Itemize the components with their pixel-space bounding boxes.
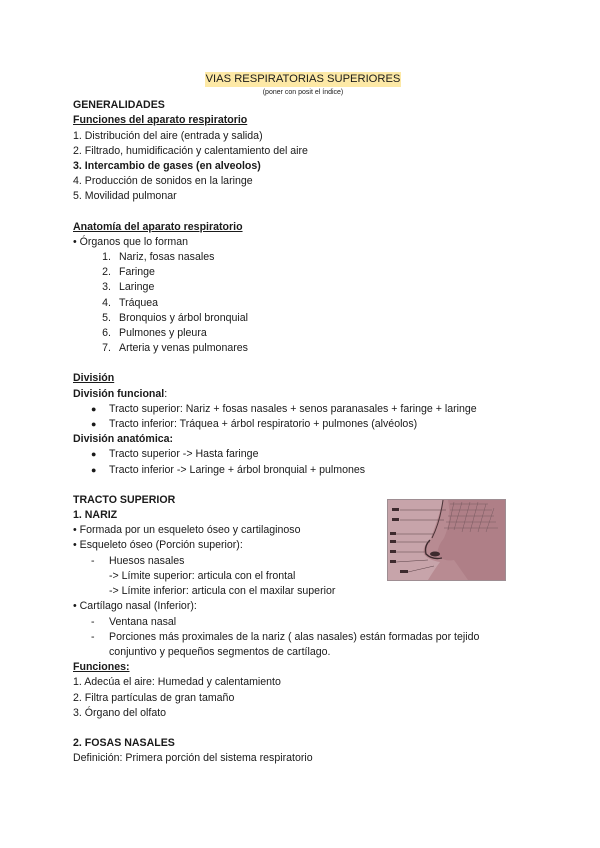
division-anatomica-heading: División anatómica: xyxy=(73,433,174,446)
document-title: VIAS RESPIRATORIAS SUPERIORES xyxy=(205,72,402,87)
funciones-heading: Funciones del aparato respiratorio xyxy=(73,114,248,127)
limite-inferior: -> Límite inferior: articula con el maxilar superior xyxy=(109,585,336,598)
organos-list xyxy=(73,250,533,356)
list-item: 2. Faringe xyxy=(102,266,155,279)
division-funcional-list xyxy=(73,402,533,432)
funciones-nariz-heading: Funciones: xyxy=(73,661,130,674)
nariz-heading: 1. NARIZ xyxy=(73,509,118,522)
funcion-nariz-item: 2. Filtra partículas de gran tamaño xyxy=(73,691,235,704)
division-funcional-heading: División funcional: xyxy=(73,387,168,400)
funcion-item: 5. Movilidad pulmonar xyxy=(73,190,177,203)
nose-anatomy-illustration xyxy=(388,500,505,580)
nose-anatomy-image xyxy=(387,499,506,581)
division-anatomica-list xyxy=(73,447,533,477)
list-item: 1. Nariz, fosas nasales xyxy=(102,251,215,264)
list-item: 6. Pulmones y pleura xyxy=(102,327,207,340)
tracto-superior-heading: TRACTO SUPERIOR xyxy=(73,493,176,506)
list-item: ● Tracto inferior -> Laringe + árbol bronquial + pulmones xyxy=(91,463,366,476)
document-subtitle: (poner con posit el índice) xyxy=(262,89,344,97)
funcion-item: 2. Filtrado, humidificación y calentamiento del aire xyxy=(73,144,308,157)
anatomia-intro: • Órganos que lo forman xyxy=(73,235,189,248)
list-item: 5. Bronquios y árbol bronquial xyxy=(102,311,248,324)
funcion-item: 3. Intercambio de gases (en alveolos) xyxy=(73,160,261,173)
list-item: 4. Tráquea xyxy=(102,296,159,309)
funcion-nariz-item: 3. Órgano del olfato xyxy=(73,706,167,719)
nariz-line: • Formada por un esqueleto óseo y cartilaginoso xyxy=(73,524,301,537)
funcion-item: 1. Distribución del aire (entrada y salida) xyxy=(73,129,263,142)
list-item: ● Tracto superior -> Hasta faringe xyxy=(91,448,259,461)
list-item: ● Tracto inferior: Tráquea + árbol respiratorio + pulmones (alvéolos) xyxy=(91,418,418,431)
list-item: - Ventana nasal xyxy=(91,615,177,628)
list-item: 7. Arteria y venas pulmonares xyxy=(102,342,248,355)
funcion-item: 4. Producción de sonidos en la laringe xyxy=(73,175,253,188)
list-item: - Porciones más proximales de la nariz ( alas nasales) están formadas por tejido conjuntivo y pequeños segmentos de cartílago. xyxy=(91,630,480,658)
fosas-heading: 2. FOSAS NASALES xyxy=(73,736,175,749)
anatomia-heading: Anatomía del aparato respiratorio xyxy=(73,220,243,233)
document-page xyxy=(73,72,533,766)
list-item: 3. Laringe xyxy=(102,281,155,294)
division-heading: División xyxy=(73,372,115,385)
list-item: ● Tracto superior: Nariz + fosas nasales + senos paranasales + faringe + laringe xyxy=(91,402,477,415)
list-item: - Huesos nasales xyxy=(91,554,185,567)
title-row xyxy=(73,72,533,87)
generalidades-heading: GENERALIDADES xyxy=(73,99,165,112)
funcion-nariz-item: 1. Adecúa el aire: Humedad y calentamiento xyxy=(73,676,281,689)
nariz-line: • Esqueleto óseo (Porción superior): xyxy=(73,539,243,552)
cartilago-list xyxy=(73,615,533,661)
nariz-line: • Cartílago nasal (Inferior): xyxy=(73,600,197,613)
limite-superior: -> Límite superior: articula con el frontal xyxy=(109,569,296,582)
fosas-definicion: Definición: Primera porción del sistema respiratorio xyxy=(73,752,313,765)
